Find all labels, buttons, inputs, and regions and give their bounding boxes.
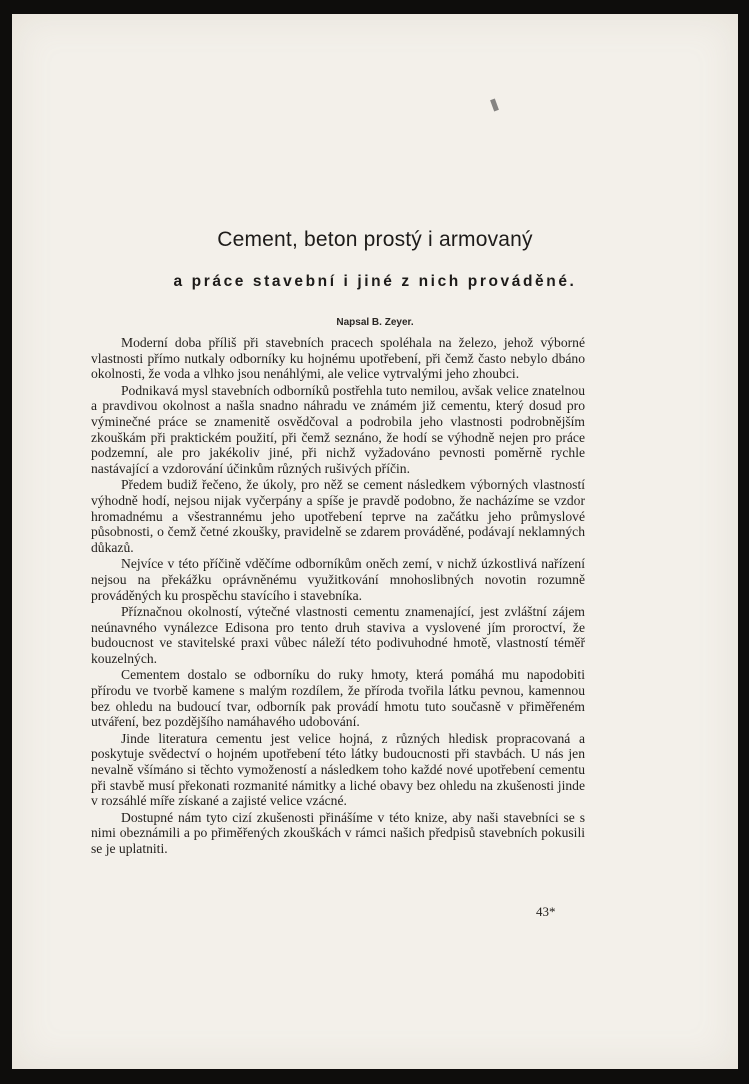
page-sheet: [12, 14, 738, 1069]
paragraph: Jinde literatura cementu jest velice hojná, z různých hledisk propracovaná a poskytuje svědectví o hojném upotřebení této látky budoucnosti při stavbách. U nás jen nevalně všímáno si těchto vymožeností a následkem toho každé nové upotřebení cementu při stavbě musí překonati rozmanité námitky a liché obavy bez ohledu na zkušenosti jinde v rozsáhlé míře získané a zajisté velice vzácné.: [91, 730, 585, 809]
page-number: 43*: [536, 904, 556, 919]
paragraph: Předem budiž řečeno, že úkoly, pro něž se cement následkem výborných vlastností výhodně hodí, nejsou nijak vyčerpány a spíše je pravdě podobno, že nacházíme se vzdor hromadnému a všestrannému jeho upotřebení teprve na začátku jeho průmyslové působnosti, o čemž četné zkoušky, pravidelně se zdarem prováděné, podávají neklamných důkazů.: [91, 477, 585, 555]
article-subtitle: a práce stavební i jiné z nich prováděné.: [173, 273, 577, 290]
paragraph: Cementem dostalo se odborníku do ruky hmoty, která pomáhá mu napodobiti přírodu ve tvorbě kamene s malým rozdílem, že příroda tvořila látku pevnou, kamennou bez ohledu na budoucí tvar, odborník pak provádí hmotu tuto současně v přiměřeném utváření, bez pozdějšího namáhavého udobování.: [91, 667, 585, 730]
article-body: [91, 335, 585, 858]
paragraph: Dostupné nám tyto cizí zkušenosti přinášíme v této knize, aby naši stavebníci se s nimi obeznámili a po přiměřených zkouškách v rámci našich předpisů stavebních pokusili se je uplatniti.: [91, 809, 585, 856]
paragraph: Moderní doba příliš při stavebních pracech spoléhala na železo, jehož výborné vlastnosti přímo nutkaly odborníky ku hojnému upotřebení, při čemž často nebylo dbáno okolnosti, že voda a vlhko jsou nenáhlými, ale velice vytrvalými jeho zhoubci.: [91, 335, 585, 382]
paragraph: Příznačnou okolností, výtečné vlastnosti cementu znamenající, jest zvláštní zájem neúnavného vynálezce Edisona pro tento druh staviva a vyslovené jím proroctví, že budoucnost ve stavitelské praxi vůbec náleží této podivuhodné hmotě, vlastností téměř kouzelných.: [91, 604, 585, 666]
paragraph: Nejvíce v této příčině vděčíme odborníkům oněch zemí, v nichž úzkostlivá nařízení nejsou na překážku oprávněnému využitkování mnohoslibných novotin rozumně prováděných ku prospěchu stavícího i stavebníka.: [91, 556, 585, 603]
author-byline: Napsal B. Zeyer.: [336, 317, 414, 328]
paper-blemish: [490, 99, 499, 112]
article-title: Cement, beton prostý i armovaný: [217, 228, 533, 251]
paragraph: Podnikavá mysl stavebních odborníků postřehla tuto nemilou, avšak velice znatelnou a pravdivou okolnost a našla snadno náhradu ve známém již cementu, který dosud pro výminečné práce se znamenitě osvědčoval a podrobila jeho vlastnosti podrobnějším zkouškám při praktickém použití, při čemž seznáno, že hodí se výhodně nejen pro práce podzemní, ale pro jakékoliv jiné, při nichž vyžadováno pevnosti poměrně rychle nastávající a vzdorování účinkům různých rušivých příčin.: [91, 382, 585, 476]
